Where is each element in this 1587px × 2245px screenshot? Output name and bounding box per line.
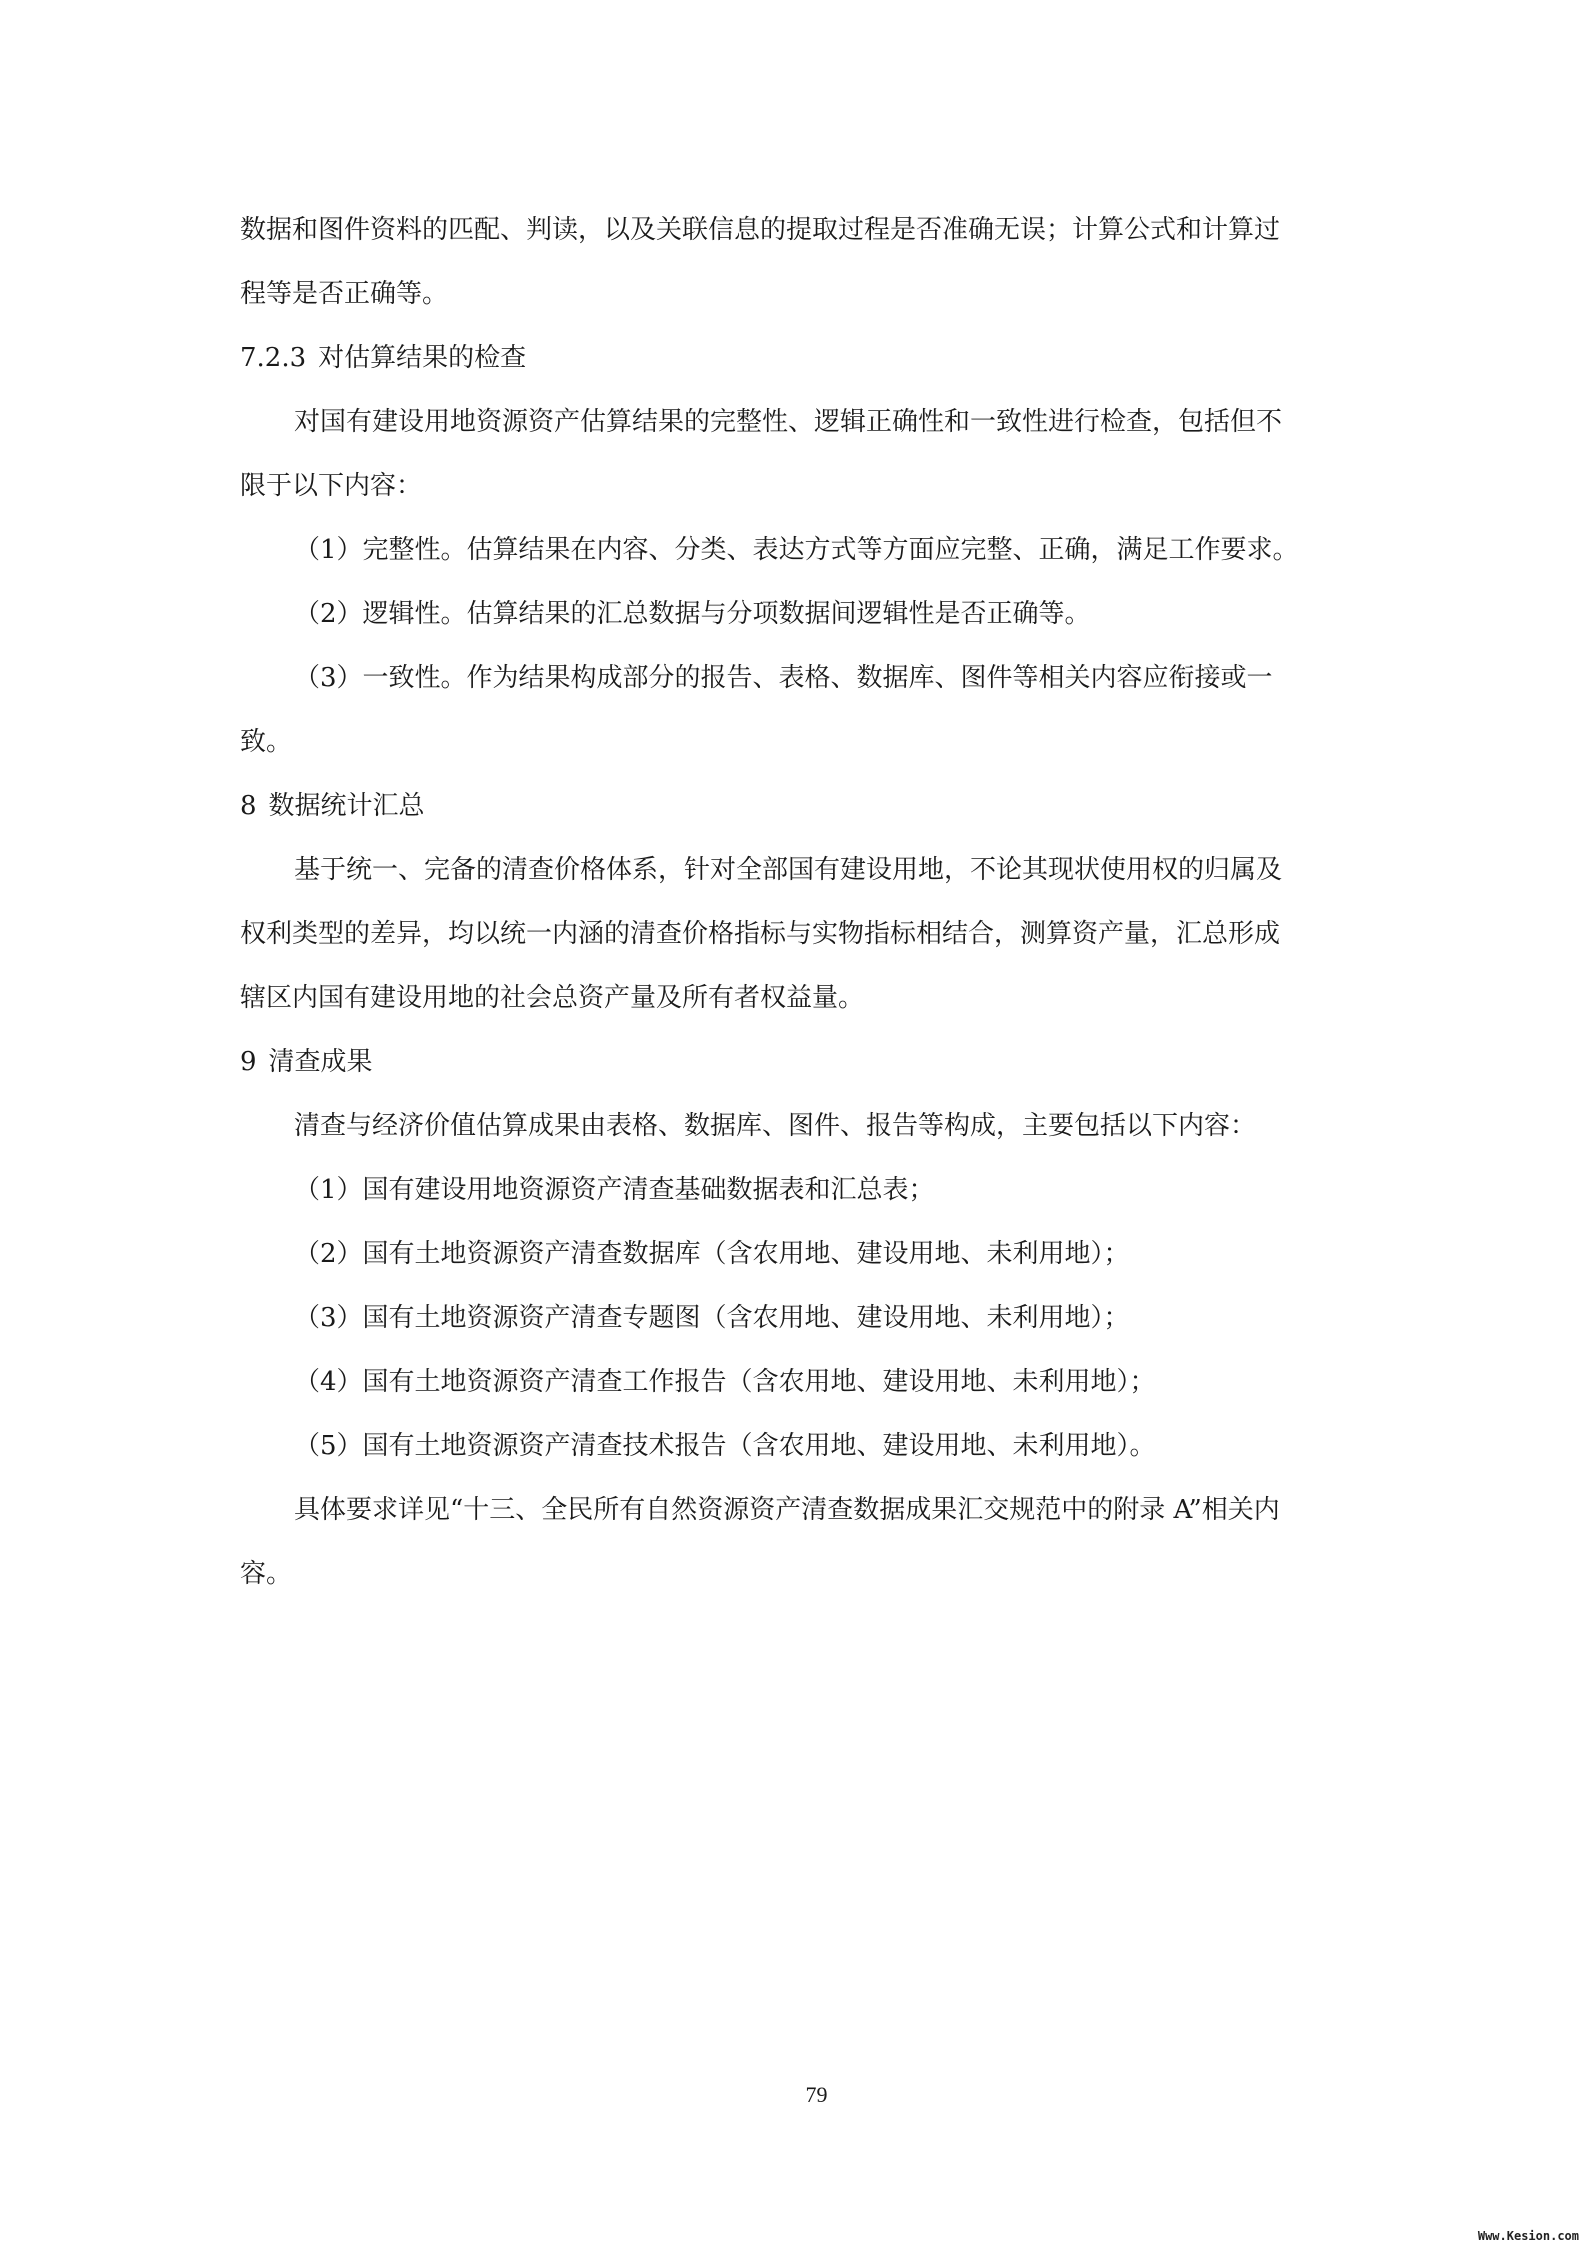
paragraph-line: 容。 xyxy=(240,1559,293,1589)
paragraph-line: 清查与经济价值估算成果由表格、数据库、图件、报告等构成，主要包括以下内容： xyxy=(294,1111,1257,1141)
section-heading-8 xyxy=(240,774,1340,838)
section-number: 8 xyxy=(240,791,257,821)
list-item: （2）国有土地资源资产清查数据库（含农用地、建设用地、未利用地）； xyxy=(294,1239,1130,1269)
paragraph-line: 具体要求详见“十三、全民所有自然资源资产清查数据成果汇交规范中的附录 A”相关内 xyxy=(294,1495,1280,1525)
section-title: 对估算结果的检查 xyxy=(318,343,527,373)
section-title: 数据统计汇总 xyxy=(268,791,425,821)
page-number: 79 xyxy=(805,2082,828,2107)
paragraph-line: 辖区内国有建设用地的社会总资产量及所有者权益量。 xyxy=(240,983,865,1013)
list-item: （4）国有土地资源资产清查工作报告（含农用地、建设用地、未利用地）； xyxy=(294,1367,1156,1397)
section-number: 7.2.3 xyxy=(240,343,307,373)
paragraph-line: 对国有建设用地资源资产估算结果的完整性、逻辑正确性和一致性进行检查，包括但不 xyxy=(294,407,1283,437)
list-item: （1）完整性。估算结果在内容、分类、表达方式等方面应完整、正确，满足工作要求。 xyxy=(294,535,1299,565)
list-item-continuation: 致。 xyxy=(240,727,293,757)
section-title: 清查成果 xyxy=(268,1047,373,1077)
paragraph-line: 程等是否正确等。 xyxy=(240,279,449,309)
list-item: （2）逻辑性。估算结果的汇总数据与分项数据间逻辑性是否正确等。 xyxy=(294,599,1091,629)
list-item: （3）一致性。作为结果构成部分的报告、表格、数据库、图件等相关内容应衔接或一 xyxy=(294,663,1273,693)
section-heading-7-2-3 xyxy=(240,326,1340,390)
paragraph-line: 基于统一、完备的清查价格体系，针对全部国有建设用地，不论其现状使用权的归属及 xyxy=(294,855,1283,885)
list-item: （5）国有土地资源资产清查技术报告（含农用地、建设用地、未利用地）。 xyxy=(294,1431,1156,1461)
document-body xyxy=(240,198,1340,1606)
list-item: （1）国有建设用地资源资产清查基础数据表和汇总表； xyxy=(294,1175,935,1205)
paragraph-line: 数据和图件资料的匹配、判读，以及关联信息的提取过程是否准确无误；计算公式和计算过 xyxy=(240,215,1281,245)
paragraph-line: 限于以下内容： xyxy=(240,471,423,501)
list-item: （3）国有土地资源资产清查专题图（含农用地、建设用地、未利用地）； xyxy=(294,1303,1130,1333)
section-heading-9 xyxy=(240,1030,1340,1094)
watermark: Www.Kesion.com xyxy=(1477,2229,1579,2243)
paragraph-line: 权利类型的差异，均以统一内涵的清查价格指标与实物指标相结合，测算资产量，汇总形成 xyxy=(240,919,1281,949)
section-number: 9 xyxy=(240,1047,257,1077)
